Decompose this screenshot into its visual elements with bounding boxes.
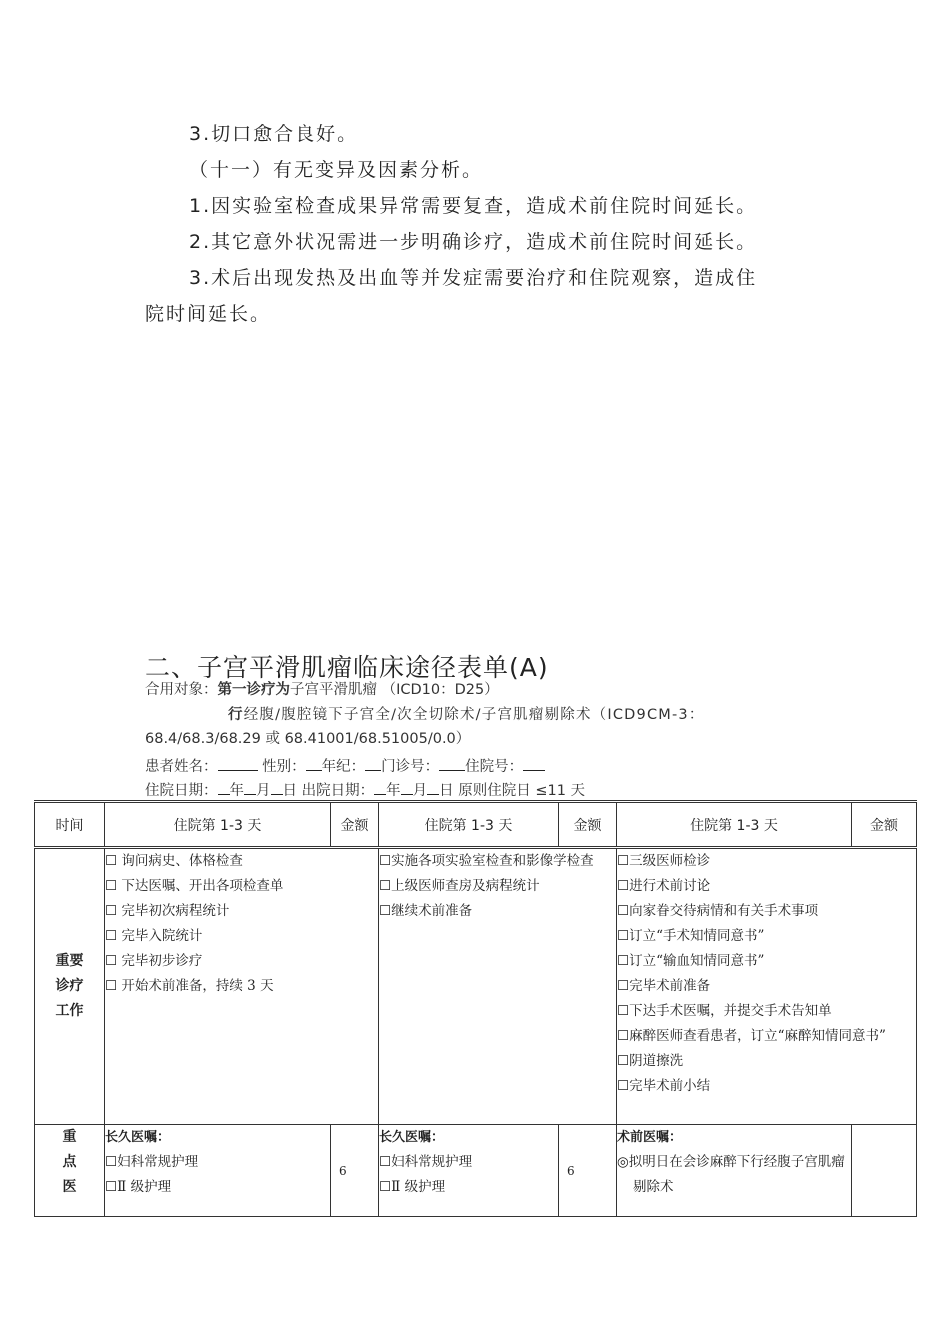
scope-line: 合用对象：第一诊疗为子宫平滑肌瘤 （ICD10：D25）: [145, 682, 499, 698]
orders-title: 长久医嘱：: [105, 1130, 171, 1145]
table-row: [35, 1125, 917, 1217]
day3-tasks: [617, 848, 917, 1125]
checklist-item: ☐上级医师查房及病程统计: [379, 878, 540, 894]
checklist-item: ☐订立“输血知情同意书”: [617, 953, 765, 969]
checklist-item: ☐ 完毕初步诊疗: [105, 953, 203, 969]
section-title: 二、子宫平滑肌瘤临床途径表单(A): [145, 653, 549, 682]
day1-orders: [105, 1125, 331, 1217]
table-header-row: [35, 802, 917, 848]
header-amount: 金额: [331, 802, 379, 848]
procedure-line: 行经腹/腹腔镜下子宫全/次全切除术/子宫肌瘤剔除术（ICD9CM-3：: [228, 707, 705, 723]
checklist-item: ☐ 完毕初次病程统计: [105, 903, 230, 919]
checklist-item: ☐三级医师检诊: [617, 853, 711, 869]
header-day: 住院第 1-3 天: [105, 802, 331, 848]
checklist-item: ☐Ⅱ 级护理: [379, 1179, 446, 1195]
checklist-item: ☐ 下达医嘱、开出各项检查单: [105, 878, 284, 894]
header-amount: 金额: [852, 802, 917, 848]
body-paragraphs: [145, 116, 815, 332]
amount-value: 6: [331, 1125, 379, 1217]
checklist-item: ☐订立“手术知情同意书”: [617, 928, 765, 944]
checklist-item: ◎拟明日在会诊麻醉下行经腹子宫肌瘤剔除术: [617, 1154, 845, 1195]
dates-line: 住院日期： 年 月 日 出院日期： 年 月 日 原则住院日 ≤11 天: [145, 779, 815, 802]
amount-value: 6: [559, 1125, 617, 1217]
paragraph-line: 2.其它意外状况需进一步明确诊疗，造成术前住院时间延长。: [189, 231, 758, 253]
checklist-item: ☐继续术前准备: [379, 903, 473, 919]
checklist-item: ☐妇科常规护理: [105, 1154, 199, 1170]
checklist-item: ☐ 询问病史、体格检查: [105, 853, 243, 869]
checklist-item: ☐ 完毕入院统计: [105, 928, 203, 944]
checklist-item: ☐下达手术医嘱，并提交手术告知单: [617, 1003, 832, 1019]
amount-value: [852, 1125, 917, 1217]
orders-title: 术前医嘱：: [617, 1130, 683, 1145]
paragraph-line: 3.术后出现发热及出血等并发症需要治疗和住院观察，造成住: [189, 267, 758, 289]
header-time: 时间: [35, 802, 105, 848]
header-amount: 金额: [559, 802, 617, 848]
checklist-item: ☐进行术前讨论: [617, 878, 711, 894]
day2-orders: [379, 1125, 559, 1217]
checklist-item: ☐ 开始术前准备，持续 3 天: [105, 978, 274, 994]
day3-orders: [617, 1125, 852, 1217]
header-day: 住院第 1-3 天: [379, 802, 559, 848]
patient-line: 患者姓名： 性别： 年纪： 门诊号： 住院号：: [145, 755, 815, 778]
checklist-item: ☐妇科常规护理: [379, 1154, 473, 1170]
table-row: [35, 848, 917, 1125]
codes-line: 68.4/68.3/68.29 或 68.41001/68.51005/0.0）: [145, 731, 471, 747]
row-head-key-orders: 重 点 医: [35, 1125, 105, 1217]
day1-tasks: [105, 848, 379, 1125]
checklist-item: ☐阴道擦洗: [617, 1053, 684, 1069]
checklist-item: ☐Ⅱ 级护理: [105, 1179, 172, 1195]
checklist-item: ☐完毕术前小结: [617, 1078, 711, 1094]
checklist-item: ☐麻醉医师查看患者，订立“麻醉知情同意书”: [617, 1028, 886, 1044]
header-day: 住院第 1-3 天: [617, 802, 852, 848]
orders-title: 长久医嘱：: [379, 1130, 445, 1145]
checklist-item: ☐向家眷交待病情和有关手术事项: [617, 903, 819, 919]
clinical-pathway-table: [34, 800, 917, 1217]
paragraph-line: 1.因实验室检查成果异常需要复查，造成术前住院时间延长。: [189, 195, 758, 217]
checklist-item: ☐实施各项实验室检查和影像学检查: [379, 853, 594, 869]
day2-tasks: [379, 848, 617, 1125]
paragraph-line: 3.切口愈合良好。: [189, 123, 359, 145]
paragraph-line: 院时间延长。: [145, 303, 272, 325]
paragraph-line: （十一）有无变异及因素分析。: [189, 159, 484, 181]
row-head-main-work: 重要 诊疗 工作: [35, 848, 105, 1125]
checklist-item: ☐完毕术前准备: [617, 978, 711, 994]
